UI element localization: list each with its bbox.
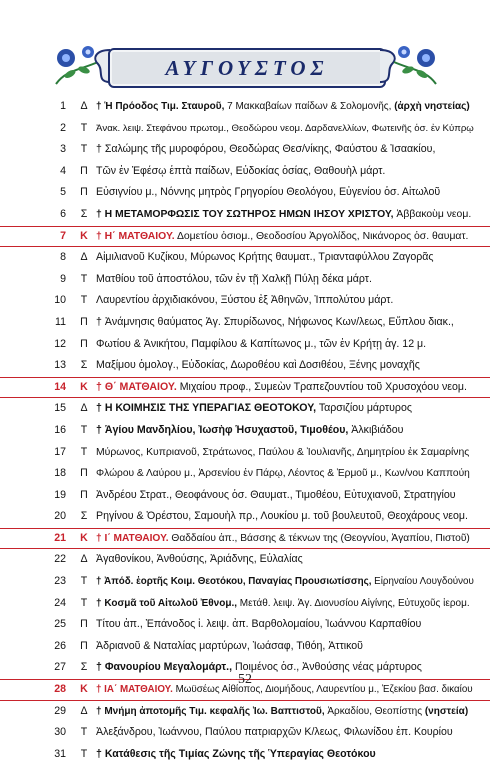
sunday-label: † Ι΄ ΜΑΤΘΑΙΟΥ. [96, 532, 169, 544]
sunday-label: † Θ΄ ΜΑΤΘΑΙΟΥ. [96, 380, 177, 393]
feast-text [96, 420, 474, 442]
feast-plain-text: Ἀδριανοῦ & Ναταλίας μαρτύρων, Ἰωάσαφ, Τιθόη, Ἀττικοῦ [96, 639, 363, 652]
feast-text [96, 506, 474, 528]
day-row [0, 247, 490, 269]
feast-bold-text: † Η ΜΕΤΑΜΟΡΦΩΣΙΣ ΤΟΥ ΣΩΤΗΡΟΣ ΗΜΩΝ ΙΗΣΟΥ ΧΡΙΣΤΟΥ, [96, 208, 394, 220]
feast-plain-text: Τῶν ἐν Ἐφέσῳ ἑπτὰ παίδων, Εὐδοκίας ὁσίας, Θαθουὴλ μάρτ. [96, 164, 386, 177]
day-number: 6 [60, 207, 66, 220]
day-number: 4 [60, 164, 66, 177]
weekday-letter: Τ [80, 294, 88, 307]
feast-plain-text: Αἰμιλιανοῦ Κυζίκου, Μύρωνος Κρήτης θαυματ., Τριανταφύλλου Ζαγορᾶς [96, 251, 434, 264]
day-row [0, 312, 490, 334]
weekday-letter: Τ [80, 575, 88, 588]
day-row [0, 506, 490, 528]
weekday-letter: Τ [80, 272, 88, 285]
day-number: 27 [54, 661, 66, 674]
weekday-letter: Τ [80, 747, 88, 760]
feast-text [96, 204, 474, 226]
feast-text [96, 182, 474, 204]
day-number: 20 [54, 510, 66, 523]
weekday-letter: Τ [80, 596, 88, 609]
feast-text [96, 161, 474, 183]
day-number: 17 [54, 445, 66, 458]
weekday-letter: Π [80, 639, 88, 652]
weekday-letter: Σ [80, 510, 88, 523]
day-row [0, 290, 490, 312]
feast-plain-text: Ρηγίνου & Ὀρέστου, Σαμουὴλ πρ., Λουκίου μ. τοῦ βουλευτοῦ, Θεοχάρους νεομ. [96, 510, 468, 523]
day-number: 31 [54, 747, 66, 760]
feast-bold-text: † Ἡ Πρόοδος Τιμ. Σταυροῦ, [96, 101, 225, 112]
sunday-label: † ΙΑ΄ ΜΑΤΘΑΙΟΥ. [96, 684, 173, 696]
sunday-row [0, 226, 490, 248]
weekday-letter: Δ [80, 402, 88, 415]
day-number: 5 [60, 186, 66, 199]
day-row [0, 442, 490, 464]
day-number: 24 [54, 596, 66, 609]
feast-plain-text: Λαυρεντίου ἀρχιδιακόνου, Ξύστου ἐξ Ἀθηνῶν, Ἱππολύτου μάρτ. [96, 294, 394, 307]
day-number: 9 [60, 272, 66, 285]
day-row [0, 204, 490, 226]
feast-text [96, 269, 474, 291]
day-row [0, 161, 490, 183]
day-number: 7 [60, 229, 66, 242]
feast-plain-text: Θαδδαίου ἀπ., Βάσσης & τέκνων της (Θεογνίου, Ἀγαπίου, Πιστοῦ) [168, 532, 470, 544]
feast-bold-text: † Η ΚΟΙΜΗΣΙΣ ΤΗΣ ΥΠΕΡΑΓΙΑΣ ΘΕΟΤΟΚΟΥ, [96, 402, 317, 415]
weekday-letter: Τ [80, 423, 88, 436]
weekday-letter: Κ [80, 380, 88, 393]
feast-plain-text: Μύρωνος, Κυπριανοῦ, Στράτωνος, Παύλου & Ἰουλιανῆς, Δημητρίου ἐκ Σαμαρίνης [96, 446, 470, 458]
weekday-letter: Δ [80, 553, 88, 566]
feast-text [96, 139, 474, 161]
feast-text [96, 442, 474, 464]
day-number: 8 [60, 251, 66, 264]
feast-text [96, 571, 474, 593]
feast-bold-text: (νηστεία) [424, 705, 469, 717]
feast-plain-text: Φλώρου & Λαύρου μ., Ἀρσενίου ἐν Πάρῳ, Λέοντος & Ἑρμοῦ μ., Κων/νου Καππούη [96, 468, 470, 480]
feast-text [96, 593, 474, 615]
feast-plain-text: † Σαλώμης τῆς μυροφόρου, Θεοδώρας Θεσ/νίκης, Φαύστου & Ἰσαακίου, [96, 143, 436, 156]
day-row [0, 701, 490, 723]
feast-text [96, 398, 474, 420]
feast-plain-text: Ἀνακ. λειψ. Στεφάνου πρωτομ., Θεοδώρου νεομ. Δαρδανελλίων, Φωτεινῆς ὁσ. ἐν Κύπρῳ [96, 122, 474, 134]
day-row [0, 182, 490, 204]
day-row [0, 118, 490, 140]
feast-plain-text: Φωτίου & Ἀνικήτου, Παμφίλου & Καπίτωνος μ., τῶν ἐν Κρήτῃ ἁγ. 12 μ. [96, 337, 427, 350]
weekday-letter: Τ [80, 121, 88, 134]
weekday-letter: Π [80, 315, 88, 328]
day-number: 18 [54, 467, 66, 480]
feast-text [96, 636, 474, 658]
feast-plain-text: Ἀγαθονίκου, Ἀνθούσης, Ἀριάδνης, Εὐλαλίας [96, 553, 303, 566]
feast-plain-text: Ἀνδρέου Στρατ., Θεοφάνους ὁσ. Θαυματ., Τιμοθέου, Εὐτυχιανοῦ, Στρατηγίου [96, 488, 456, 501]
feast-plain-text: Ἀλεξάνδρου, Ἰωάννου, Παύλου πατριαρχῶν Κ/λεως, Φιλωνίδου ἐπ. Κουρίου [96, 726, 453, 739]
day-number: 30 [54, 726, 66, 739]
feast-plain-text: Μαξίμου ὁμολογ., Εὐδοκίας, Δωροθέου καὶ Δοσιθέου, Ξένης μοναχῆς [96, 359, 420, 372]
weekday-letter: Κ [80, 683, 88, 696]
day-number: 1 [60, 100, 66, 112]
weekday-letter: Π [80, 618, 88, 631]
day-row [0, 722, 490, 744]
day-row [0, 744, 490, 765]
feast-plain-text: Εἰρηναίου Λουγδούνου [371, 576, 474, 588]
feast-text [96, 529, 474, 549]
feast-text [96, 247, 474, 269]
feast-text [96, 312, 474, 334]
day-number: 12 [54, 337, 66, 350]
feast-plain-text: Ταρσιζίου μάρτυρος [316, 402, 412, 415]
weekday-letter: Κ [80, 229, 88, 242]
feast-plain-text: † Ἀνάμνησις θαύματος Ἁγ. Σπυρίδωνος, Νήφωνος Κων/λεως, Εὔπλου διακ., [96, 315, 454, 328]
day-row [0, 549, 490, 571]
day-number: 16 [54, 423, 66, 436]
weekday-letter: Σ [80, 359, 88, 372]
feast-text [96, 614, 474, 636]
feast-bold-text: † Φανουρίου Μεγαλομάρτ., [96, 661, 233, 674]
weekday-letter: Σ [80, 661, 88, 674]
day-row [0, 355, 490, 377]
weekday-letter: Π [80, 186, 88, 199]
day-row [0, 614, 490, 636]
day-number: 26 [54, 639, 66, 652]
weekday-letter: Τ [80, 143, 88, 156]
feast-bold-text: (ἀρχὴ νηστείας) [394, 101, 470, 112]
feast-plain-text: Ἀρκαδίου, Θεοπίστης [324, 705, 425, 717]
day-number: 14 [54, 380, 66, 393]
day-row [0, 593, 490, 615]
feast-plain-text: Δομετίου ὁσιομ., Θεοδοσίου Ἀργολίδος, Νικάνορος ὁσ. θαυματ. [174, 230, 469, 242]
feast-bold-text: † Κοσμᾶ τοῦ Αἰτωλοῦ Ἐθνομ., [96, 597, 238, 609]
weekday-letter: Π [80, 488, 88, 501]
day-number: 28 [54, 683, 66, 696]
day-number: 3 [60, 143, 66, 156]
weekday-letter: Σ [80, 207, 88, 220]
weekday-letter: Π [80, 467, 88, 480]
feast-plain-text: Ἀλκιβιάδου [348, 423, 404, 436]
day-row [0, 398, 490, 420]
day-row [0, 485, 490, 507]
feast-plain-text: 7 Μακκαβαίων παίδων & Σολομονῆς, [224, 101, 395, 112]
feast-plain-text: Ἀββακοὺμ νεομ. [393, 208, 472, 220]
feast-text [96, 96, 474, 118]
weekday-letter: Δ [80, 704, 88, 717]
day-number: 29 [54, 704, 66, 717]
feast-text [96, 463, 474, 485]
day-number: 25 [54, 618, 66, 631]
feast-plain-text: Ματθίου τοῦ ἀποστόλου, τῶν ἐν τῇ Χαλκῇ Πύλῃ δέκα μάρτ. [96, 272, 372, 285]
feast-text [96, 118, 474, 140]
feast-plain-text: Εὐσιγνίου μ., Νόννης μητρὸς Γρηγορίου Θεολόγου, Εὐγενίου ὁσ. Αἰτωλοῦ [96, 186, 441, 199]
feast-text [96, 722, 474, 744]
feast-text [96, 744, 474, 765]
feast-bold-text: † Κατάθεσις τῆς Τιμίας Ζώνης τῆς Ὑπεραγίας Θεοτόκου [96, 747, 376, 760]
feast-text [96, 701, 474, 723]
feast-text [96, 378, 474, 398]
weekday-letter: Κ [80, 531, 88, 544]
feast-text [96, 290, 474, 312]
month-header [0, 28, 490, 102]
day-row [0, 269, 490, 291]
feast-bold-text: † Ἀπόδ. ἑορτῆς Κοιμ. Θεοτόκου, Παναγίας Προυσιωτίσσης, [96, 576, 372, 588]
sunday-label: † Η΄ ΜΑΤΘΑΙΟΥ. [96, 230, 175, 242]
flower-ornament-right-icon [388, 40, 442, 90]
weekday-letter: Δ [80, 100, 88, 112]
page-number: 52 [238, 672, 252, 687]
weekday-letter: Τ [80, 445, 88, 458]
calendar-list [0, 96, 490, 765]
day-number: 19 [54, 488, 66, 501]
feast-bold-text: † Ἁγίου Μανδηλίου, Ἰωσὴφ Ἡσυχαστοῦ, Τιμοθέου, [96, 423, 349, 436]
day-number: 22 [54, 553, 66, 566]
feast-text [96, 227, 474, 247]
feast-plain-text: Τίτου ἀπ., Ἐπάνοδος ἱ. λειψ. ἀπ. Βαρθολομαίου, Ἰωάννου Καρπαθίου [96, 618, 422, 631]
weekday-letter: Τ [80, 726, 88, 739]
feast-plain-text: Μετάθ. λειψ. Ἁγ. Διονυσίου Αἰγίνης, Εὐτυχοῦς ἱερομ. [237, 597, 470, 609]
day-number: 15 [54, 402, 66, 415]
feast-text [96, 334, 474, 356]
month-banner [108, 48, 386, 88]
sunday-row [0, 377, 490, 399]
weekday-letter: Π [80, 337, 88, 350]
day-number: 21 [54, 531, 66, 544]
feast-plain-text: Μωϋσέως Αἰθίοπος, Διομήδους, Λαυρεντίου μ., Ἐζεκίου βασ. δικαίου [172, 684, 473, 696]
day-row [0, 334, 490, 356]
feast-bold-text: † Μνήμη ἀποτομῆς Τιμ. κεφαλῆς Ἰω. Βαπτιστοῦ, [96, 705, 325, 717]
day-number: 2 [60, 121, 66, 134]
sunday-row [0, 528, 490, 550]
day-number: 13 [54, 359, 66, 372]
day-row [0, 571, 490, 593]
day-row [0, 463, 490, 485]
day-number: 10 [54, 294, 66, 307]
feast-plain-text: Ποιμένος ὁσ., Ἀνθούσης νέας μάρτυρος [232, 661, 422, 674]
day-row [0, 139, 490, 161]
feast-text [96, 549, 474, 571]
day-row [0, 420, 490, 442]
feast-plain-text: Μιχαίου προφ., Συμεὼν Τραπεζουντίου τοῦ Χρυσοχόου νεομ. [176, 380, 467, 393]
day-row [0, 96, 490, 118]
day-row [0, 636, 490, 658]
feast-text [96, 355, 474, 377]
month-title: ΑΥΓΟΥΣΤΟΣ [165, 55, 329, 80]
feast-text [96, 485, 474, 507]
weekday-letter: Π [80, 164, 88, 177]
day-number: 23 [54, 575, 66, 588]
weekday-letter: Δ [80, 251, 88, 264]
day-number: 11 [55, 315, 66, 328]
